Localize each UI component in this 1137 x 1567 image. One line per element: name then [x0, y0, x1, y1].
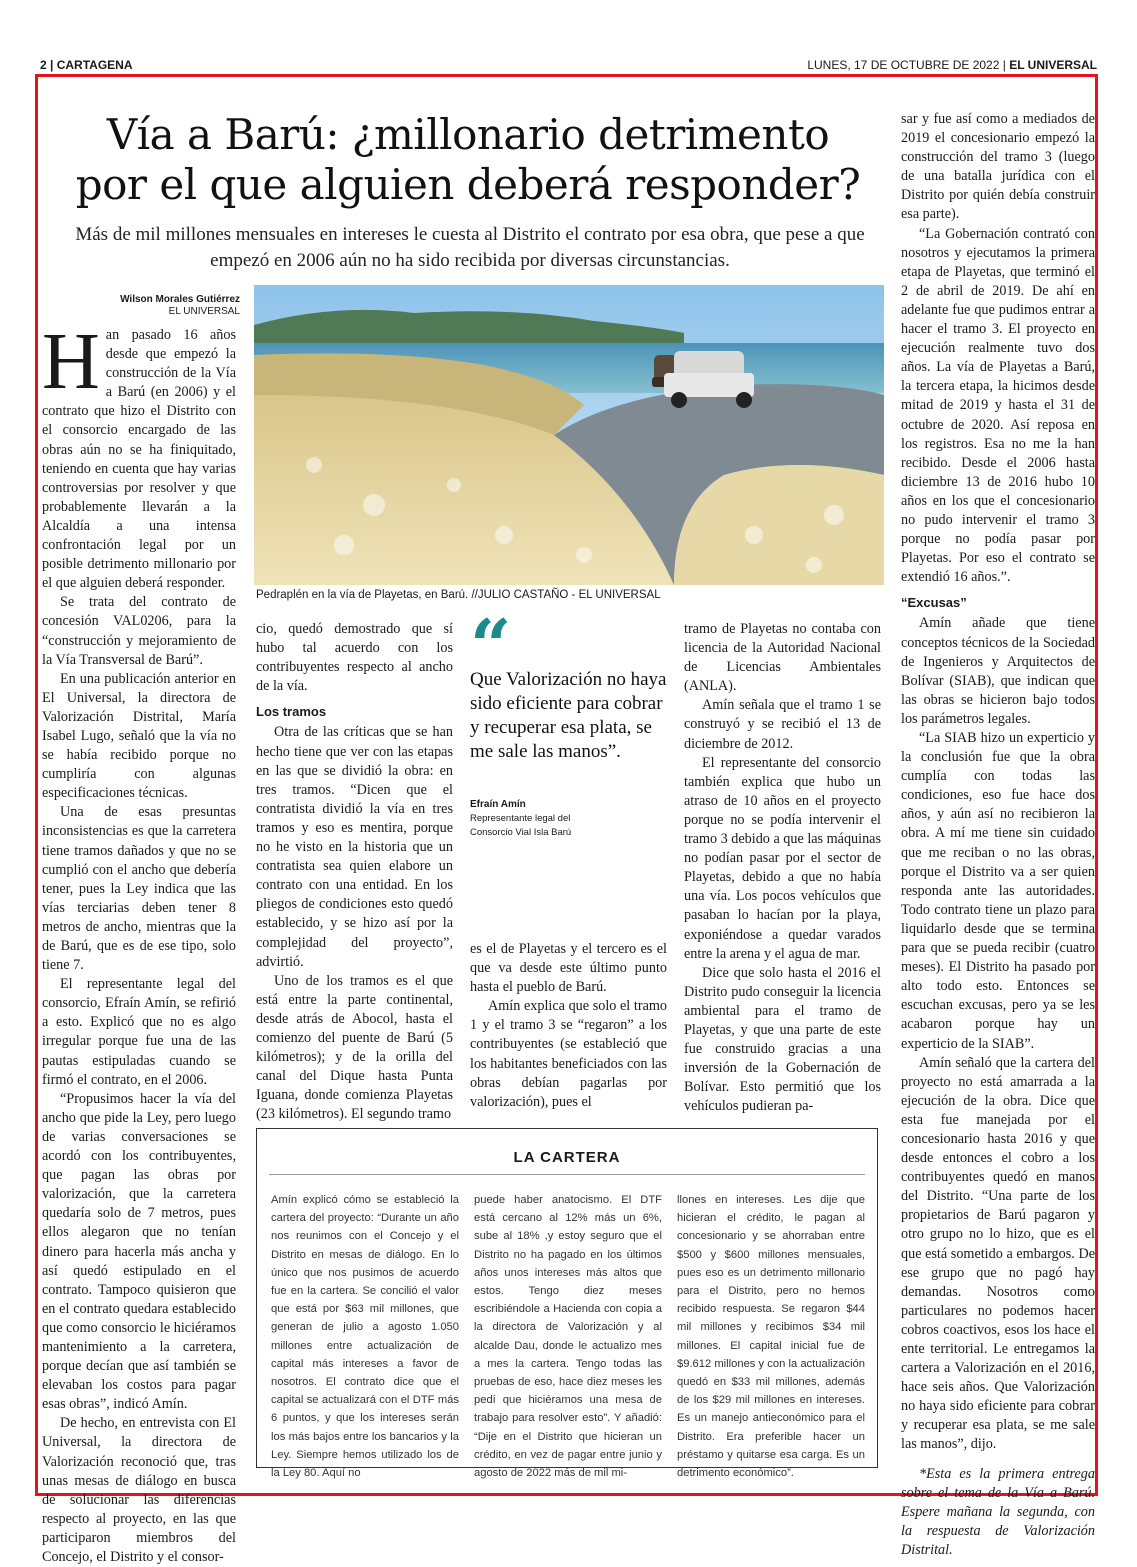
- column-4: [684, 620, 881, 1116]
- paragraph: Amín añade que tiene conceptos técnicos de la Sociedad de Ingenieros y Arquitectos de Bolívar (SIAB), que indican que las obras se hicieron bajo todos los parámetros legales.: [901, 615, 1095, 727]
- paragraph: sar y fue así como a mediados de 2019 el concesionario empezó la construcción del tramo 3 (luego de una batalla jurídica con el Distrito por quién debía construir esa parte).: [901, 111, 1095, 223]
- box-column-1: Amín explicó cómo se estableció la cartera del proyecto: “Durante un año nos reunimos con el Concejo y el Distrito en mesas de diálogo. En lo único que nos pusimos de acuerdo fue en la cartera. Se concilió el valor que está por $63 mil millones, que generan de julio a agosto 1.050 millones entre actualización de capital más intereses a favor de nosotros. El contrato dice que el capital se actualizará con el DTF más 6 puntos, y que los intereses serán los más bajos entre los bancarios y la Ley. Siempre hemos utilizado los de la Ley 80. Aquí no: [271, 1194, 459, 1480]
- paragraph: Amín señala que el tramo 1 se construyó y se recibió el 13 de diciembre de 2012.: [684, 697, 881, 752]
- paragraph: De hecho, en entrevista con El Universal, la directora de Valorización reconoció que, tras unas mesas de diálogo en busca de solucionar las diferencias respecto al proyecto, en las que participaron miembros del Concejo, el Distrito y el consor-: [42, 1415, 236, 1565]
- paragraph: an pasado 16 años desde que empezó la construcción de la Vía a Barú (en 2006) y el contrato que hizo el Distrito con el consorcio encargado de las obras aún no se ha finiquitado, teniendo en cuenta que hay varias controversias por resolver y que probablemente llevarán a la Alcaldía a una intensa confrontación legal por un posible detrimento millonario por el que alguien deberá responder.: [42, 327, 236, 592]
- paragraph: cio, quedó demostrado que sí hubo tal acuerdo con los contribuyentes respecto al ancho de la vía.: [256, 621, 453, 695]
- pull-quote-name: Efraín Amín: [470, 799, 526, 810]
- page-header: [40, 58, 1097, 72]
- paragraph: En una publicación anterior en El Universal, la directora de Valorización Distrital, María Isabel Lugo, señaló que la vía no se había recibido porque no cumpliría con algunas especificaciones técnicas.: [42, 670, 236, 802]
- paragraph: Uno de los tramos es el que está entre la parte continental, desde atrás de Abocol, hasta el comienzo del puente de Barú (5 kilómetros); y de la orilla del canal del Dique hasta Punta Iguana, donde comienza Playetas (23 kilómetros). El segundo tramo: [256, 972, 453, 1123]
- road-photo-image: [254, 285, 884, 585]
- quote-mark-icon: “: [470, 603, 512, 688]
- paragraph: tramo de Playetas no contaba con licencia de la Autoridad Nacional de Licencias Ambientales (ANLA).: [684, 621, 881, 695]
- author-org: EL UNIVERSAL: [168, 306, 240, 317]
- column-1: [42, 318, 236, 1567]
- series-note: *Esta es la primera entrega sobre el tema de la Vía a Barú. Espere mañana la segunda, con la respuesta de Valorización Distrital.: [901, 1465, 1095, 1558]
- headline: Vía a Barú: ¿millonario detrimento por el que alguien deberá responder?: [75, 110, 861, 209]
- paragraph: Una de esas presuntas inconsistencias es que la carretera tiene tramos dañados y que no se cumplió con el ancho que debería tener, pues la Ley indica que las vías terciarias deben tener 8 metros de ancho, mientras que la de Barú, que es de ese tipo, solo tiene 7.: [42, 804, 236, 974]
- cartera-box: [256, 1128, 878, 1480]
- box-title: LA CARTERA: [513, 1149, 621, 1166]
- paragraph: Amín explica que solo el tramo 1 y el tramo 3 se “regaron” a los contribuyentes (se estableció que los habitantes beneficiados con las obras debían pagarlas por valorización), pues el: [470, 998, 667, 1110]
- page-section: 2 | CARTAGENA: [40, 58, 133, 72]
- paragraph: Otra de las críticas que se han hecho tiene que ver con las etapas en las que se dividió la obra: en tres tramos. “Dicen que el contratista dividió la vía en tres tramos y eso es mentira, porque no he visto en la historia que un contratista sea quien elabore un contrato con una entidad. En los pliegos de condiciones esto quedó establecido, y se hizo así por la complejidad del proyecto”, advirtió.: [256, 724, 453, 970]
- road-photo: [254, 285, 884, 585]
- author-name: Wilson Morales Gutiérrez: [120, 294, 240, 305]
- paragraph: Amín señaló que la cartera del proyecto no está amarrada a la ejecución de la obra. Dice que esta fue manejada por el concesionario hasta 2016 y que desde entonces el cobro a los contribuyentes quedó en manos del Distrito. “Una parte de los propietarios de Barú pagaron y otro grupo no lo hizo, que es el que está sometido a embargos. De ese grupo que no pagó hay demandas. Nosotros como particulares no podemos hacer cobros coactivos, esos los hace el ente territorial. Le entregamos la cartera a Valorización en el 2016, hace seis años. Que Valorización no haya sido eficiente para cobrar y recuperar esa plata, se me sale las manos”, dijo.: [901, 1054, 1095, 1453]
- paragraph: El representante legal del consorcio, Efraín Amín, se refirió a esto. Explicó que no es algo irregular porque fue una de las pautas estipuladas cuando se firmó el contrato, en el 2006.: [42, 976, 236, 1088]
- column-5: [901, 110, 1095, 1560]
- subheading: Los tramos: [256, 704, 327, 720]
- box-column-2: puede haber anatocismo. El DTF está cercano al 12% más un 6%, sube al 18% ,y estoy seguro que el Distrito no ha pagado en los últimos años unos intereses más altos que estos. Tengo diez meses escribiéndole a Hacienda con copia a la directora de Valorización y al alcalde Dau, donde le actualizo mes a mes la cartera. Tengo todas las pruebas de eso, hace diez meses les pedí que hiciéramos una mesa de trabajo para resolver esto”. Y añadió: “Dije en el Distrito que hicieran un crédito, en vez de pagar entre junio y agosto de 2022 más de mil mi-: [474, 1194, 662, 1480]
- paragraph: El representante del consorcio también explica que hubo un atraso de 10 años en el proyecto porque no se podía intervenir el tramo 3 debido a que las máquinas no podían pasar por el sector de Playetas, debido a que no había una vía. Los pocos vehículos que pasaban lo hacían por la playa, exponiéndose a quedar varados entre la arena y el agua de mar.: [684, 754, 881, 962]
- paragraph: “Propusimos hacer la vía del ancho que pide la Ley, pero luego de varias conversaciones se acordó con los contribuyentes, que pagan las obras por valorización, que la carretera quedaría solo de 7 metros, pues ellos alegaron que no tenían dinero para hacerla más ancha y así quedó estipulado en el contrato. Tampoco quisieron que en el contrato quedara establecido que como consorcio le hiciéramos mantenimiento a la carretera, porque decían que así también se elevaban los costos para pagar esas obras”, indicó Amín.: [42, 1090, 236, 1413]
- photo-caption: Pedraplén en la vía de Playetas, en Barú. //JULIO CASTAÑO - EL UNIVERSAL: [256, 589, 661, 601]
- pull-quote: Que Valorización no haya sido eficiente para cobrar y recuperar esa plata, se me sale las manos”.: [470, 669, 667, 762]
- dropcap: H: [42, 318, 100, 406]
- paragraph: Dice que solo hasta el 2016 el Distrito pudo conseguir la licencia ambiental para el tramo de Playetas, y que una parte de este fue construido gracias a una inversión de la Gobernación de Bolívar. Esto permitió que los vehículos pudieran pa-: [684, 964, 881, 1115]
- paragraph: Se trata del contrato de concesión VAL0206, para la “construcción y mejoramiento de la Vía Transversal de Barú”.: [42, 594, 236, 668]
- box-column-3: llones en intereses. Les dije que hicieran el crédito, le pagan al concesionario y se ahorraban entre $500 y $600 millones mensuales, pues eso es un detrimento millonario para el Distrito, pero no hemos recibido respuesta. Se regaron $44 mil millones y recibimos $34 mil millones. El capital inicial fue de $9.612 millones y con la actualización quedó en $33 mil millones, además de los $29 mil millones en intereses. Es un manejo antieconómico para el Distrito. Era preferible hacer un préstamo y quitarse esa carga. Es un detrimento económico”.: [677, 1194, 865, 1480]
- byline: [40, 294, 240, 318]
- column-2: [256, 620, 453, 1124]
- box-divider: [269, 1174, 865, 1175]
- paragraph: “La SIAB hizo un experticio y la conclusión fue que la obra cumplía con todas las condiciones, eso fue hace dos años, y aún así no recibieron la obra. A mí me tiene sin cuidado que me reciban o no las obras, porque el Distrito va a ser quien responda ante las autoridades. Todo contrato tiene un plazo para liquidarlo desde que se termina para que se pueda recibir (cuatro meses). El Distrito ha pasado por alto todo esto. Entonces se escuchan excusas, pero ya se les acabaron porque hay un experticio de la SIAB”.: [901, 730, 1095, 1052]
- page-date: LUNES, 17 DE OCTUBRE DE 2022 | EL UNIVERSAL: [807, 58, 1097, 72]
- paragraph: es el de Playetas y el tercero es el que va desde este último punto hasta el pueblo de Barú.: [470, 941, 667, 996]
- subheading: “Excusas”: [901, 595, 967, 611]
- pull-quote-source: Efraín Amín Representante legal del Consorcio Vial Isla Barú: [470, 799, 572, 838]
- paragraph: “La Gobernación contrató con nosotros y ejecutamos la primera etapa de Playetas, que terminó el 2 de abril de 2019. De ahí en adelante fue que pudimos entrar a hacer el tramo 3. El proyecto en ejecución realmente tuvo dos años. La vía de Playetas a Barú, la tercera etapa, la hicimos desde mitad de 2019 y hasta el 31 de octubre de 2020. Así reposa en los registros. Esa no me la han recibido. Desde el 2006 hasta diciembre 13 de 2016 hubo 10 años en los que el concesionario no pudo intervenir el tramo 3 porque no podía pasar por Playetas. Por eso el contrato se extendió 16 años.”.: [901, 225, 1095, 586]
- column-3: [470, 940, 667, 1112]
- deck: Más de mil millones mensuales en intereses le cuesta al Distrito el contrato por esa obra, que pese a que empezó en 2006 aún no ha sido recibida por diversas circunstancias.: [75, 224, 865, 271]
